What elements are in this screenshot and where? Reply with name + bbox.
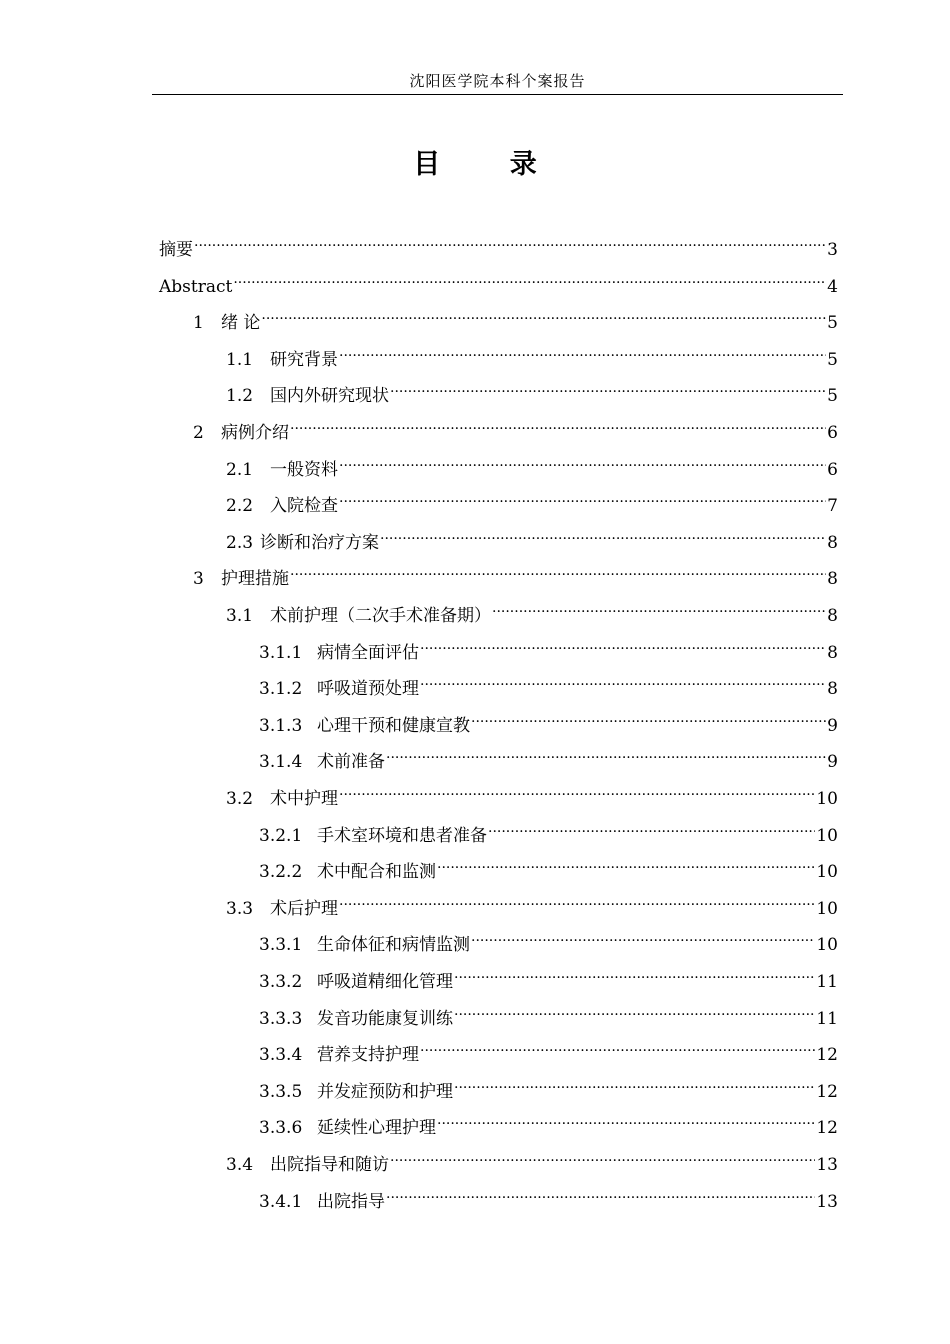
toc-entry-title: 病情全面评估 <box>317 643 419 663</box>
toc-entry-number: 3.1.2 <box>259 679 303 699</box>
toc-entry-title: 一般资料 <box>270 460 338 480</box>
toc-dot-leader <box>233 266 826 292</box>
toc-entry-number: 1 <box>193 313 204 333</box>
toc-page-number: 3 <box>827 240 838 260</box>
toc-page-number: 10 <box>816 826 838 846</box>
toc-entry-title: 生命体征和病情监测 <box>317 935 470 955</box>
toc-entry-number: 3.1.4 <box>259 752 303 772</box>
toc-dot-leader <box>386 741 826 767</box>
toc-dot-leader <box>454 998 815 1024</box>
toc-entry[interactable] <box>193 412 838 443</box>
toc-dot-leader <box>454 1071 815 1097</box>
toc-entry[interactable] <box>259 815 838 846</box>
toc-entry-title: 病例介绍 <box>221 423 289 443</box>
toc-entry-title: 护理措施 <box>221 569 289 589</box>
toc-dot-leader <box>380 522 826 548</box>
toc-page-number: 9 <box>827 716 838 736</box>
toc-entry-title: 术前护理（二次手术准备期） <box>270 606 491 626</box>
toc-entry-number: 1.1 <box>226 350 254 370</box>
toc-dot-leader <box>454 961 815 987</box>
toc-entry[interactable] <box>226 595 838 626</box>
toc-entry[interactable] <box>259 924 838 955</box>
toc-dot-leader <box>471 924 815 950</box>
toc-entry[interactable] <box>226 522 838 553</box>
toc-entry-number: 3.3.1 <box>259 935 303 955</box>
toc-dot-leader <box>492 595 826 621</box>
toc-dot-leader <box>339 485 826 511</box>
toc-dot-leader <box>390 375 826 401</box>
toc-dot-leader <box>471 705 826 731</box>
toc-entry-number: 3.3.5 <box>259 1082 303 1102</box>
toc-entry-title: 出院指导和随访 <box>270 1155 389 1175</box>
toc-entry[interactable] <box>259 998 838 1029</box>
toc-entry[interactable] <box>226 375 838 406</box>
toc-dot-leader <box>386 1181 815 1207</box>
toc-entry-number: 2.1 <box>226 460 254 480</box>
toc-entry-title: 呼吸道精细化管理 <box>317 972 453 992</box>
toc-entry-number: 3 <box>193 569 204 589</box>
toc-entry-title: 术中护理 <box>270 789 338 809</box>
toc-page-number: 7 <box>827 496 838 516</box>
toc-dot-leader <box>420 632 826 658</box>
toc-entry[interactable] <box>226 449 838 480</box>
toc-title: 目 录 <box>413 149 567 180</box>
toc-entry[interactable] <box>226 485 838 516</box>
toc-entry-title: 呼吸道预处理 <box>317 679 419 699</box>
toc-entry[interactable] <box>226 1144 838 1175</box>
toc-dot-leader <box>437 851 815 877</box>
toc-entry[interactable] <box>259 705 838 736</box>
toc-dot-leader <box>390 1144 815 1170</box>
toc-entry[interactable] <box>159 266 838 297</box>
toc-page-number: 6 <box>827 423 838 443</box>
toc-entry[interactable] <box>226 778 838 809</box>
toc-page-number: 13 <box>816 1192 838 1212</box>
toc-page-number: 10 <box>816 862 838 882</box>
toc-entry[interactable] <box>259 961 838 992</box>
toc-entry-number: 3.3.6 <box>259 1118 303 1138</box>
toc-entry-title: 诊断和治疗方案 <box>260 533 379 553</box>
toc-page-number: 10 <box>816 935 838 955</box>
toc-entry[interactable] <box>259 741 838 772</box>
toc-entry-title: 出院指导 <box>317 1192 385 1212</box>
toc-page-number: 5 <box>827 313 838 333</box>
toc-entry-title: 并发症预防和护理 <box>317 1082 453 1102</box>
toc-dot-leader <box>339 339 826 365</box>
toc-entry[interactable] <box>259 851 838 882</box>
toc-dot-leader <box>420 668 826 694</box>
toc-entry-number: 2 <box>193 423 204 443</box>
toc-entry[interactable] <box>259 1071 838 1102</box>
toc-entry-number: 3.3.4 <box>259 1045 303 1065</box>
toc-page-number: 8 <box>827 533 838 553</box>
header-text: 沈阳医学院本科个案报告 <box>409 72 586 90</box>
toc-dot-leader <box>420 1034 815 1060</box>
toc-entry-number: 3.2.1 <box>259 826 303 846</box>
toc-page-number: 6 <box>827 460 838 480</box>
toc-dot-leader <box>339 888 815 914</box>
toc-page-number: 8 <box>827 606 838 626</box>
toc-page-number: 11 <box>816 972 838 992</box>
toc-page-number: 10 <box>816 899 838 919</box>
toc-entry-title: 术中配合和监测 <box>317 862 436 882</box>
toc-entry-number: 3.2.2 <box>259 862 303 882</box>
toc-dot-leader <box>261 302 826 328</box>
toc-entry-title: 绪 论 <box>221 313 261 333</box>
toc-page-number: 5 <box>827 386 838 406</box>
toc-entry-number: 3.3 <box>226 899 254 919</box>
toc-entry[interactable] <box>259 1034 838 1065</box>
toc-entry[interactable] <box>193 558 838 589</box>
toc-entry-number: 3.3.3 <box>259 1009 303 1029</box>
toc-page-number: 4 <box>827 277 838 297</box>
toc-entry-number: 3.1.1 <box>259 643 303 663</box>
toc-entry-title: 术后护理 <box>270 899 338 919</box>
toc-entry-title: 发音功能康复训练 <box>317 1009 453 1029</box>
toc-entry-title: 国内外研究现状 <box>270 386 389 406</box>
page-header <box>152 70 843 95</box>
toc-dot-leader <box>290 558 826 584</box>
toc-page-number: 8 <box>827 569 838 589</box>
toc-page-number: 12 <box>816 1082 838 1102</box>
toc-page-number: 11 <box>816 1009 838 1029</box>
toc-entry-number: 2.2 <box>226 496 254 516</box>
toc-entry[interactable] <box>159 229 838 260</box>
toc-page-number: 8 <box>827 679 838 699</box>
toc-page-number: 12 <box>816 1118 838 1138</box>
toc-dot-leader <box>339 778 815 804</box>
toc-entry-number: 3.3.2 <box>259 972 303 992</box>
toc-dot-leader <box>290 412 826 438</box>
toc-dot-leader <box>339 449 826 475</box>
toc-dot-leader <box>194 229 826 255</box>
toc-entry[interactable] <box>259 1181 838 1212</box>
toc-entry-title: 营养支持护理 <box>317 1045 419 1065</box>
toc-page-number: 9 <box>827 752 838 772</box>
toc-entry[interactable] <box>193 302 838 333</box>
toc-entry-title: 术前准备 <box>317 752 385 772</box>
toc-entry-title: 延续性心理护理 <box>317 1118 436 1138</box>
toc-entry-number: 3.2 <box>226 789 254 809</box>
toc-entry-title: 摘要 <box>159 240 193 260</box>
toc-entry[interactable] <box>259 668 838 699</box>
toc-entry[interactable] <box>259 1107 838 1138</box>
toc-entry[interactable] <box>226 339 838 370</box>
toc-entry-number: 2.3 <box>226 533 254 553</box>
toc-entry-title: Abstract <box>159 277 233 297</box>
toc-entry-number: 3.4.1 <box>259 1192 303 1212</box>
toc-entry-number: 1.2 <box>226 386 254 406</box>
toc-entry[interactable] <box>259 632 838 663</box>
toc-entry-title: 入院检查 <box>270 496 338 516</box>
toc-page-number: 10 <box>816 789 838 809</box>
toc-entry[interactable] <box>226 888 838 919</box>
toc-page-number: 5 <box>827 350 838 370</box>
toc-dot-leader <box>437 1107 815 1133</box>
toc-page-number: 12 <box>816 1045 838 1065</box>
toc-entry-number: 3.4 <box>226 1155 254 1175</box>
toc-page-number: 13 <box>816 1155 838 1175</box>
toc-entry-number: 3.1.3 <box>259 716 303 736</box>
toc-page-number: 8 <box>827 643 838 663</box>
toc-entry-title: 心理干预和健康宣教 <box>317 716 470 736</box>
toc-entry-number: 3.1 <box>226 606 254 626</box>
toc-entry-title: 研究背景 <box>270 350 338 370</box>
toc-dot-leader <box>488 815 815 841</box>
toc-entry-title: 手术室环境和患者准备 <box>317 826 487 846</box>
